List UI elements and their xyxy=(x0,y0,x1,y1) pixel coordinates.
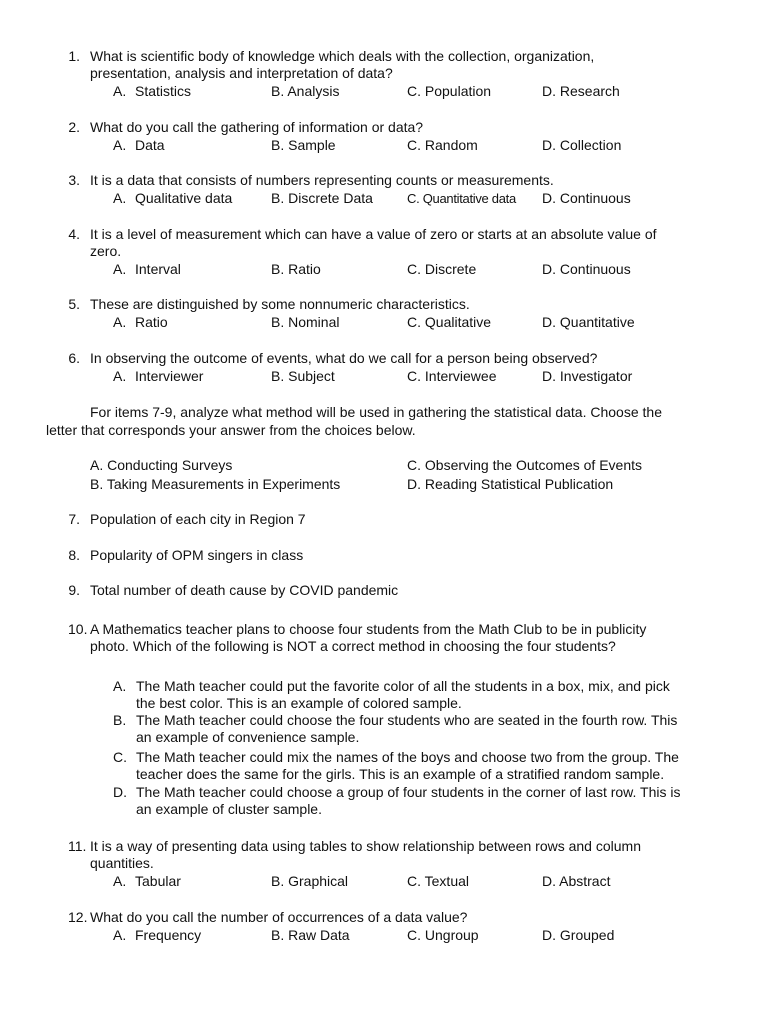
choice-d-text: The Math teacher could choose a group of four students in the corner of last row. This is xyxy=(136,784,681,800)
question-text: Popularity of OPM singers in class xyxy=(90,547,304,563)
choice-c: C. Qualitative xyxy=(407,314,492,330)
question-text: What is scientific body of knowledge which deals with the collection, organization, xyxy=(90,48,595,64)
question-text: It is a level of measurement which can have a value of zero or starts at an absolute value of xyxy=(90,226,657,242)
choice-a: A. Qualitative data xyxy=(113,190,233,206)
choice-d-text: an example of cluster sample. xyxy=(136,801,322,817)
question-text: It is a way of presenting data using tables to show relationship between rows and column xyxy=(90,838,641,854)
choice-b: B. Raw Data xyxy=(271,927,350,943)
question-number: 7. xyxy=(68,511,80,527)
question-number: 5. xyxy=(68,296,80,312)
question-text: What do you call the number of occurrences of a data value? xyxy=(90,909,468,925)
choice-a: A. Interviewer xyxy=(113,368,204,384)
question-text: What do you call the gathering of information or data? xyxy=(90,119,424,135)
question-number: 6. xyxy=(68,350,80,366)
question-text: These are distinguished by some nonnumeric characteristics. xyxy=(90,296,470,312)
question-text: presentation, analysis and interpretation of data? xyxy=(90,65,393,81)
method-option-d: D. Reading Statistical Publication xyxy=(407,476,614,492)
choice-c: C. Ungroup xyxy=(407,927,479,943)
choice-a-text: the best color. This is an example of colored sample. xyxy=(136,695,462,711)
choice-b: B. Discrete Data xyxy=(271,190,373,206)
choice-c: C. Quantitative data xyxy=(407,191,516,206)
method-option-c: C. Observing the Outcomes of Events xyxy=(407,457,642,473)
choice-a: A. Statistics xyxy=(113,83,192,99)
method-option-b: B. Taking Measurements in Experiments xyxy=(90,476,341,492)
question-number: 3. xyxy=(68,172,80,188)
choice-d-letter: D. xyxy=(113,784,127,800)
question-number: 1. xyxy=(68,48,80,64)
choice-b: B. Analysis xyxy=(271,83,340,99)
choice-a: A. Data xyxy=(113,137,165,153)
question-text: In observing the outcome of events, what do we call for a person being observed? xyxy=(90,350,598,366)
choice-b: B. Graphical xyxy=(271,873,349,889)
choice-b-text: The Math teacher could choose the four students who are seated in the fourth row. This xyxy=(136,712,678,728)
choice-d: D. Research xyxy=(542,83,620,99)
choice-c: C. Textual xyxy=(407,873,469,889)
question-text: It is a data that consists of numbers representing counts or measurements. xyxy=(90,172,554,188)
question-number: 11. xyxy=(68,838,87,854)
question-number: 10. xyxy=(68,621,88,637)
question-text: Total number of death cause by COVID pandemic xyxy=(90,582,399,598)
choice-a: A. Interval xyxy=(113,261,181,277)
choice-b: B. Subject xyxy=(271,368,335,384)
choice-a-text: The Math teacher could put the favorite color of all the students in a box, mix, and pick xyxy=(136,678,670,694)
question-text: quantities. xyxy=(90,855,154,871)
choice-b: B. Ratio xyxy=(271,261,321,277)
choice-c-letter: C. xyxy=(113,749,127,765)
question-text: zero. xyxy=(90,243,122,259)
choice-c: C. Discrete xyxy=(407,261,477,277)
choice-c: C. Random xyxy=(407,137,478,153)
instruction-text: letter that corresponds your answer from the choices below. xyxy=(46,422,416,438)
question-number: 9. xyxy=(68,582,80,598)
choice-a: A. Frequency xyxy=(113,927,202,943)
question-number: 4. xyxy=(68,226,80,242)
question-number: 8. xyxy=(68,547,80,563)
choice-d: D. Investigator xyxy=(542,368,633,384)
choice-b-letter: B. xyxy=(113,712,127,728)
instruction-text: For items 7-9, analyze what method will be used in gathering the statistical data. Choose the xyxy=(90,404,662,420)
choice-a-letter: A. xyxy=(113,678,127,694)
choice-c: C. Interviewee xyxy=(407,368,497,384)
choice-d: D. Collection xyxy=(542,137,622,153)
choice-c-text: teacher does the same for the girls. This is an example of a stratified random sample. xyxy=(136,766,665,782)
question-text: photo. Which of the following is NOT a correct method in choosing the four students? xyxy=(90,638,616,654)
method-option-a: A. Conducting Surveys xyxy=(90,457,233,473)
choice-b: B. Nominal xyxy=(271,314,340,330)
choice-d: D. Grouped xyxy=(542,927,615,943)
choice-c: C. Population xyxy=(407,83,492,99)
choice-d: D. Continuous xyxy=(542,261,631,277)
choice-d: D. Quantitative xyxy=(542,314,635,330)
choice-b-text: an example of convenience sample. xyxy=(136,729,360,745)
choice-d: D. Abstract xyxy=(542,873,611,889)
question-number: 2. xyxy=(68,119,80,135)
question-number: 12. xyxy=(68,909,88,925)
choice-a: A. Ratio xyxy=(113,314,168,330)
choice-c-text: The Math teacher could mix the names of the boys and choose two from the group. The xyxy=(136,749,679,765)
choice-a: A. Tabular xyxy=(113,873,181,889)
choice-b: B. Sample xyxy=(271,137,336,153)
question-text: Population of each city in Region 7 xyxy=(90,511,306,527)
choice-d: D. Continuous xyxy=(542,190,631,206)
question-text: A Mathematics teacher plans to choose four students from the Math Club to be in publicity xyxy=(90,621,647,637)
